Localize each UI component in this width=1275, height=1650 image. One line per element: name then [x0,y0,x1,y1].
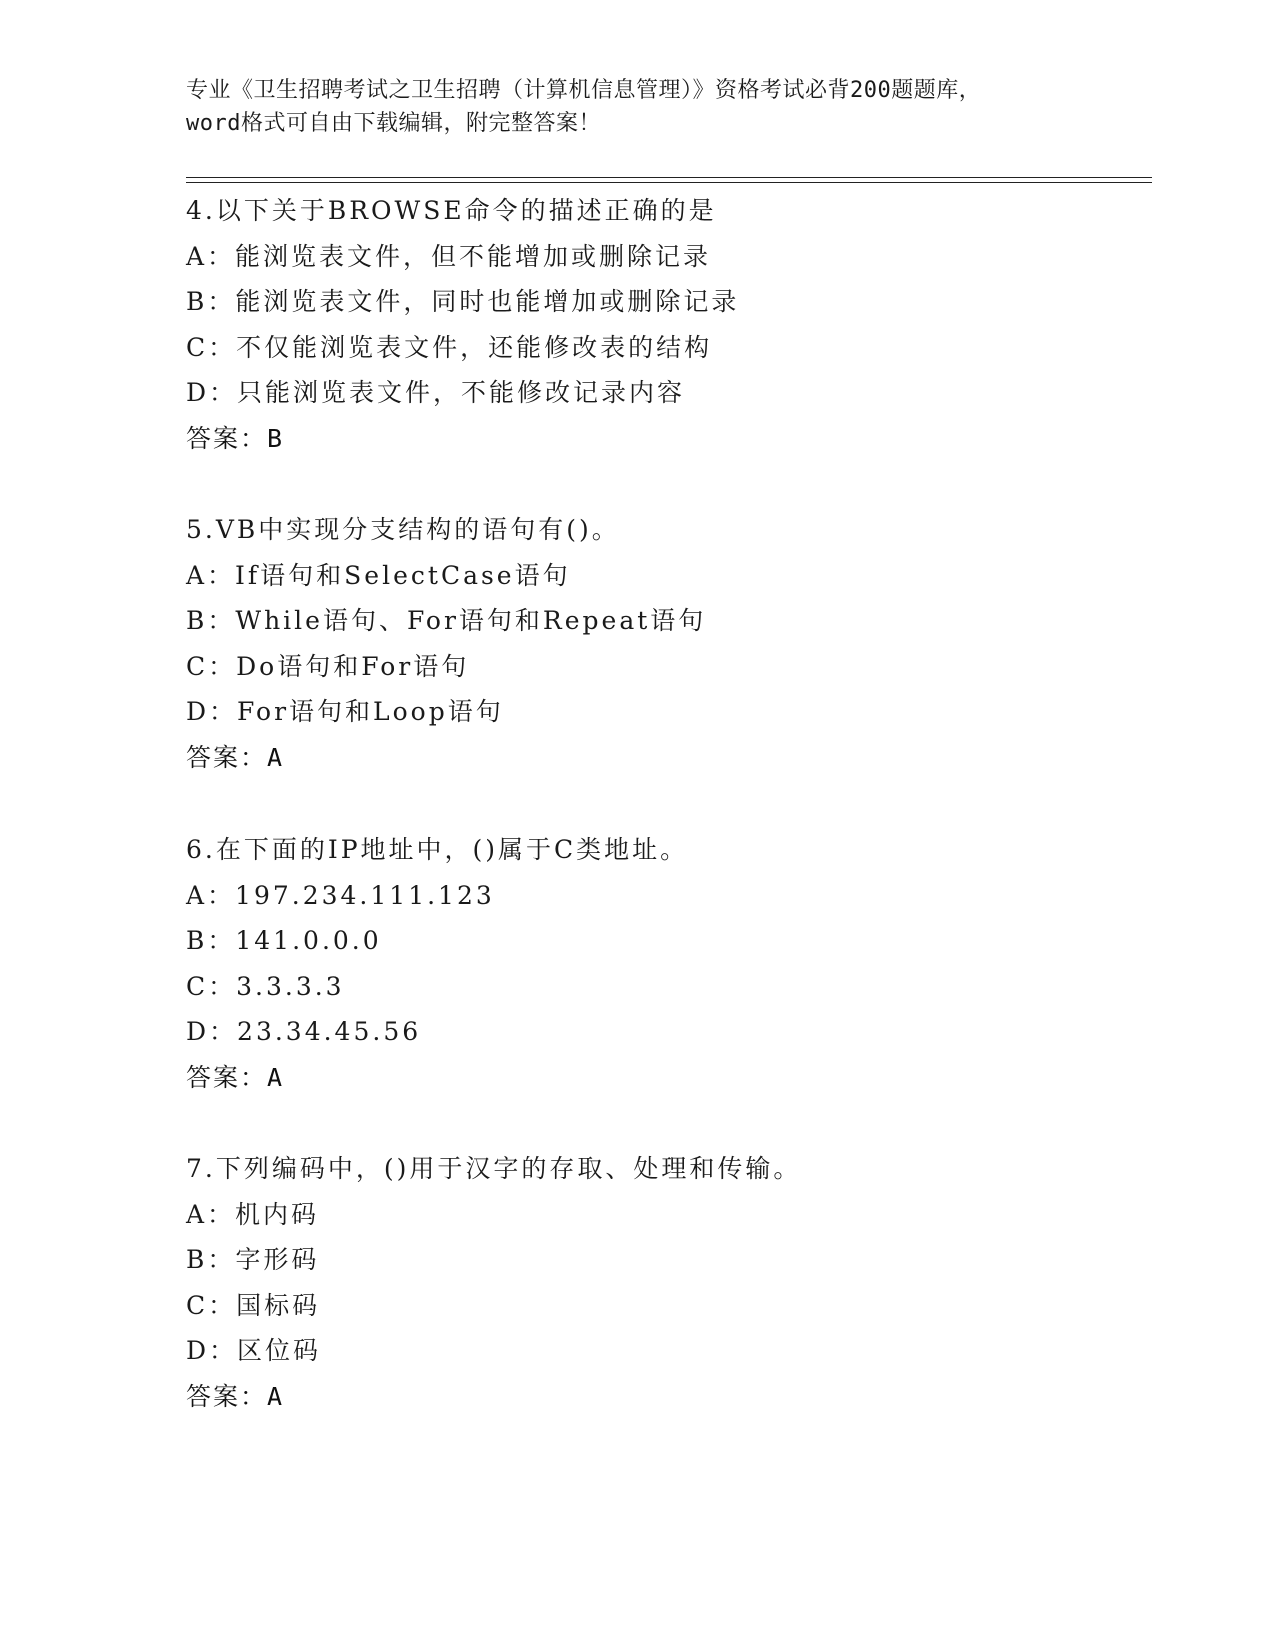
question-stem: 5.VB中实现分支结构的语句有()。 [186,515,620,544]
option-c: C：不仅能浏览表文件，还能修改表的结构 [186,332,713,362]
answer-value: A [267,1062,285,1092]
option-a: A：机内码 [186,1199,320,1229]
answer-line [186,416,1136,462]
answer-line [186,1374,1136,1420]
answer-label: 答案： [186,742,268,772]
question-stem: 7.下列编码中，()用于汉字的存取、处理和传输。 [186,1154,802,1183]
header-divider-top [186,177,1152,178]
option-d: D：区位码 [186,1336,322,1365]
option-c: C：Do语句和For语句 [186,651,470,681]
answer-line [186,735,1136,781]
option-b: B：141.0.0.0 [186,926,382,955]
answer-value: A [267,1381,285,1411]
option-d: D：For语句和Loop语句 [186,697,504,726]
question-5 [186,507,1136,780]
header-line-1: 专业《卫生招聘考试之卫生招聘（计算机信息管理）》资格考试必背200题题库， [186,78,982,103]
header-line-2: word格式可自由下载编辑，附完整答案！ [186,111,601,136]
option-d: D：只能浏览表文件，不能修改记录内容 [186,378,686,407]
document-header [186,74,1086,140]
question-4 [186,188,1136,461]
option-a: A：197.234.111.123 [186,880,495,910]
option-c: C：3.3.3.3 [186,971,345,1001]
header-divider-bottom [186,182,1152,183]
question-stem: 6.在下面的IP地址中，()属于C类地址。 [186,835,689,864]
question-6 [186,827,1136,1100]
answer-label: 答案： [186,423,268,453]
option-b: B：While语句、For语句和Repeat语句 [186,606,707,635]
question-stem: 4.以下关于BROWSE命令的描述正确的是 [186,196,717,225]
option-b: B：能浏览表文件，同时也能增加或删除记录 [186,287,740,316]
answer-line [186,1055,1136,1101]
option-c: C：国标码 [186,1290,321,1320]
option-d: D：23.34.45.56 [186,1017,422,1046]
answer-label: 答案： [186,1381,268,1411]
answer-label: 答案： [186,1062,268,1092]
answer-value: B [267,423,285,453]
answer-value: A [267,742,285,772]
option-a: A：能浏览表文件，但不能增加或删除记录 [186,241,712,271]
option-a: A：If语句和SelectCase语句 [186,560,571,590]
question-7 [186,1146,1136,1419]
option-b: B：字形码 [186,1245,320,1274]
